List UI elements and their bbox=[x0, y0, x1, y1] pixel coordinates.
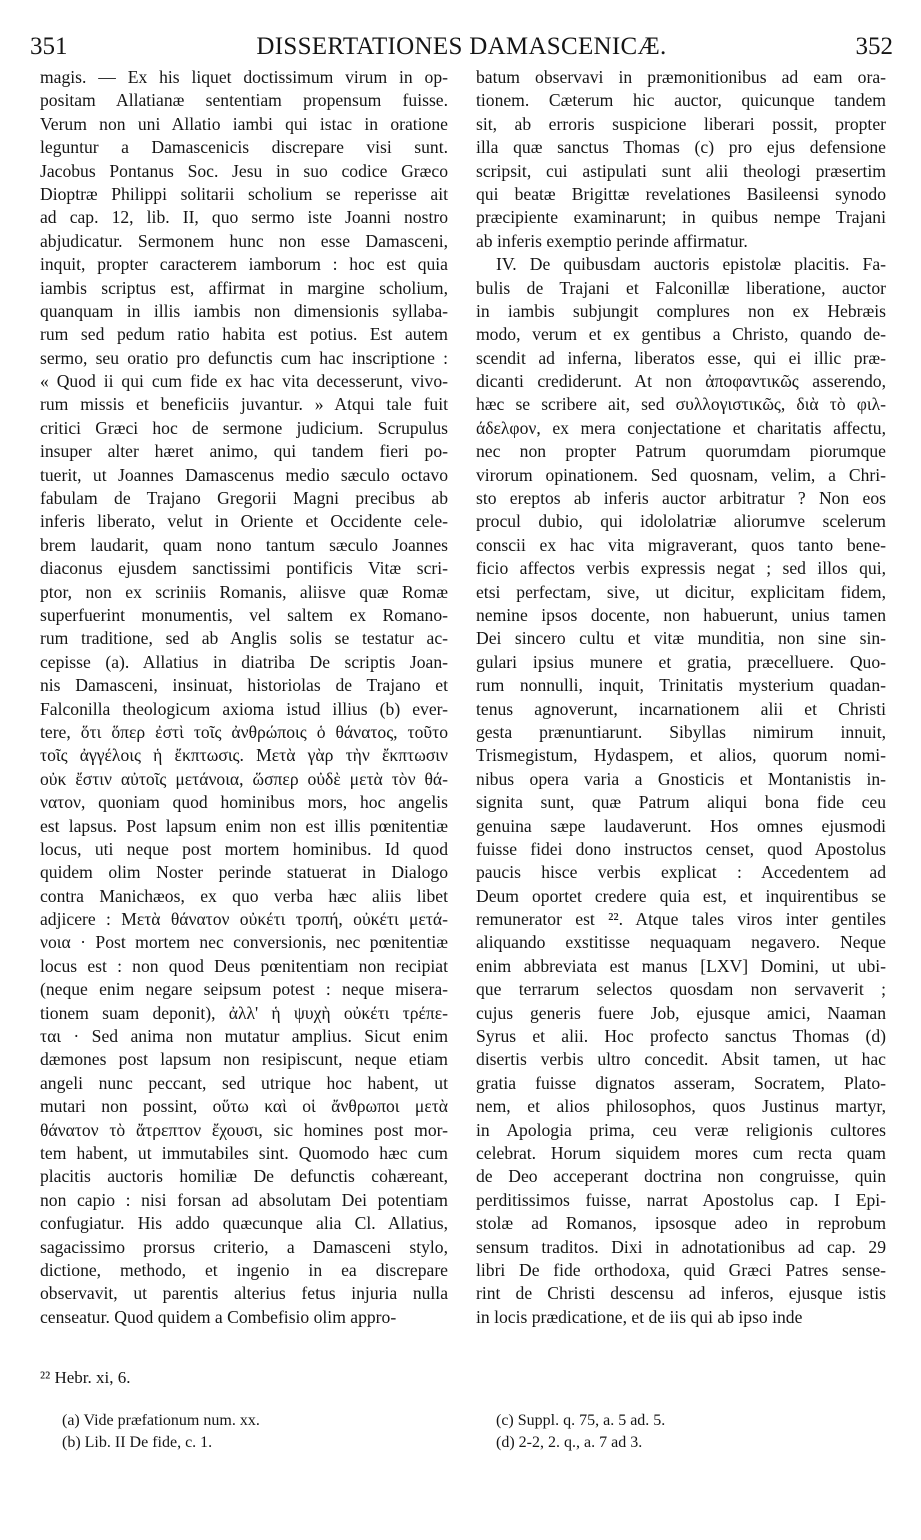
text-line: in locis prædicatione, et de iis qui ab ipso inde bbox=[476, 1306, 803, 1327]
text-line: (c) Suppl. q. 75, a. 5 ad. 5. bbox=[496, 1412, 666, 1429]
right-column bbox=[476, 66, 886, 1329]
text-line: dictione, methodo, et ingenio in ea discrepare bbox=[40, 1259, 448, 1280]
text-line: rum nonnulli, inquit, Trinitatis mysterium quadan- bbox=[476, 675, 886, 696]
text-line: scendit ad inferna, liberatos esse, qui ei illic præ- bbox=[476, 347, 886, 368]
text-line: Trismegistum, Hydaspem, et alios, quorum nomi- bbox=[476, 745, 886, 766]
text-line: sto ereptos ab inferis auctor arbitratur ? Non eos bbox=[476, 488, 886, 509]
text-line: tem habent, ut immutabiles sint. Quomodo hæc cum bbox=[40, 1142, 448, 1163]
text-line: leguntur a Damascenicis discrepare visi sunt. bbox=[40, 137, 448, 158]
text-line: brem laudarit, quam nono tantum sæculo Joannes bbox=[40, 534, 448, 555]
text-line: quidem olim Noster perinde statuerat in Dialogo bbox=[40, 862, 448, 883]
text-line: dæmones post lapsum non resipiscunt, neque etiam bbox=[40, 1049, 448, 1070]
text-line: gesta prænuntiarunt. Sibyllas nimirum innuit, bbox=[476, 721, 886, 742]
text-line: qui beatæ Brigittæ revelationes Basileensi synodo bbox=[476, 183, 886, 204]
text-line: batum observavi in præmonitionibus ad eam ora- bbox=[476, 67, 886, 87]
text-line: præcipiente examinarunt; in quibus nempe Trajani bbox=[476, 207, 886, 228]
text-line: rum missis et beneficiis juvantur. » Atqui tale fuit bbox=[40, 394, 448, 415]
text-line: etsi perfectam, sive, ut dicitur, explicitam fidem, bbox=[476, 581, 886, 602]
text-line: quanquam in illis iambis non dimensionis syllaba- bbox=[40, 300, 448, 321]
text-line: (neque enim negare seipsum potest : neque misera- bbox=[40, 979, 448, 1000]
text-line: ficio affectos verbis expressis negat ; sed illos qui, bbox=[476, 558, 886, 579]
text-line: cepisse (a). Allatius in diatriba De scriptis Joan- bbox=[40, 651, 448, 672]
text-line: virorum opinationem. Sed quosnam, velim, a Chri- bbox=[476, 464, 886, 485]
text-line: tere, ὅτι ὅπερ ἐστὶ τοῖς ἀνθρώποις ὁ θάνατος, τοῦτο bbox=[40, 721, 448, 742]
text-line: inferis liberato, velut in Oriente et Occidente cele- bbox=[40, 511, 448, 532]
page-number-right: 352 bbox=[855, 33, 893, 60]
text-line: signita sunt, quæ Patrum aliqui bona fide ceu bbox=[476, 792, 886, 813]
text-line: inquit, propter caracterem iamborum : hoc est quia bbox=[40, 254, 448, 275]
scripture-footnote: ²² Hebr. xi, 6. bbox=[40, 1368, 131, 1387]
text-line: est lapsus. Post lapsum enim non est illis pœnitentiæ bbox=[40, 815, 448, 836]
text-line: adjicere : Μετὰ θάνατον οὐκέτι τροπή, οὐκέτι μετά- bbox=[40, 909, 448, 930]
text-line: insuper alter hæret animo, qui tandem fieri po- bbox=[40, 441, 448, 462]
text-line: locus, uti neque post mortem hominibus. Id quod bbox=[40, 838, 448, 859]
text-line: Dei sincero cultu et vitæ munditia, non sine sin- bbox=[476, 628, 886, 649]
text-line: positam Allatianæ sententiam propensum fuisse. bbox=[40, 90, 448, 111]
text-line: angeli nunc peccant, sed utrique hoc habent, ut bbox=[40, 1072, 448, 1093]
text-line: nis Damasceni, insinuat, historiolas de Trajano et bbox=[40, 675, 448, 696]
text-line: gulari ipsius munere et gratia, præcelluere. Quo- bbox=[476, 651, 886, 672]
text-line: tionem suam deponit), ἀλλ' ἡ ψυχὴ οὐκέτι τρέπε- bbox=[40, 1002, 448, 1023]
text-line: aliquando exstitisse nequaquam negavero. Neque bbox=[476, 932, 886, 953]
text-line: de Deo acceperant doctrina non congruisse, quin bbox=[476, 1166, 886, 1187]
text-line: sensum traditos. Dixi in adnotationibus ad cap. 29 bbox=[476, 1236, 886, 1257]
text-line: scripsit, cui astipulati sunt alii theologi præsertim bbox=[476, 160, 886, 181]
text-line: tenus agnoverunt, incarnationem alii et Christi bbox=[476, 698, 886, 719]
text-line: critici Græci hoc de sermone judicium. Scrupulus bbox=[40, 417, 448, 438]
text-line: paucis hisce verbis explicat : Accedentem ad bbox=[476, 862, 886, 883]
text-line: tionem. Cæterum hic auctor, quicunque tandem bbox=[476, 90, 886, 111]
text-line: Jacobus Pontanus Soc. Jesu in suo codice Græco bbox=[40, 160, 448, 181]
text-line: celebrat. Horum siquidem mores cum recta quam bbox=[476, 1142, 886, 1163]
text-line: Syrus et alii. Hoc profecto sanctus Thomas (d) bbox=[476, 1026, 886, 1047]
text-line: dicanti crediderunt. At non ἀποφαντικῶς asserendo, bbox=[476, 371, 886, 392]
text-line: bulis de Trajani et Falconillæ liberatione, auctor bbox=[476, 277, 886, 298]
text-line: IV. De quibusdam auctoris epistolæ placitis. Fa- bbox=[496, 254, 886, 275]
text-line: (a) Vide præfationum num. xx. bbox=[62, 1412, 260, 1429]
text-line: libri De fide orthodoxa, quid Græci Patres sense- bbox=[476, 1259, 886, 1280]
footnotes-right bbox=[496, 1410, 876, 1454]
text-line: contra Manichæos, ex quo verba hæc aliis libet bbox=[40, 885, 448, 906]
text-line: cujus generis fuere Job, ejusque amici, Naaman bbox=[476, 1002, 886, 1023]
text-line: procul dubio, qui idololatriæ aliorumve scelerum bbox=[476, 511, 886, 532]
text-line: que terrarum selectos quosdam non servaverit ; bbox=[476, 979, 886, 1000]
text-line: Dioptræ Philippi solitarii scholium se reperisse ait bbox=[40, 183, 448, 204]
text-line: ab inferis exemptio perinde affirmatur. bbox=[476, 230, 748, 251]
text-line: censeatur. Quod quidem a Combefisio olim appro- bbox=[40, 1306, 397, 1327]
text-line: confugiatur. His addo quæcunque alia Cl. Allatius, bbox=[40, 1213, 448, 1234]
text-line: stolæ ad Romanos, ipsosque adeo in reprobum bbox=[476, 1213, 886, 1234]
text-line: ται · Sed anima non mutatur amplius. Sicut enim bbox=[40, 1026, 448, 1047]
text-line: rint de Christi descensu ad inferos, ejusque istis bbox=[476, 1283, 886, 1304]
text-line: fuisse fidei dono instructos censet, quod Apostolus bbox=[476, 838, 886, 859]
text-line: mutari non possint, οὕτω καὶ οἱ ἄνθρωποι μετὰ bbox=[40, 1096, 448, 1117]
text-line: iambis scriptus est, affirmat in margine scholium, bbox=[40, 277, 448, 298]
text-line: genuina sæpe laudaverunt. Hos omnes ejusmodi bbox=[476, 815, 886, 836]
text-line: nemine ipsos docente, non habuerunt, unius tamen bbox=[476, 604, 886, 625]
text-line: νοια · Post mortem nec conversionis, nec pœnitentiæ bbox=[40, 932, 448, 953]
text-line: rum traditione, sed ab Anglis solis se testatur ac- bbox=[40, 628, 448, 649]
text-line: rum sed pedum ratio habita est potius. Est autem bbox=[40, 324, 448, 345]
text-line: οὐκ ἔστιν αὐτοῖς μετάνοια, ὥσπερ οὐδὲ μετὰ τὸν θά- bbox=[40, 768, 448, 789]
text-line: magis. — Ex his liquet doctissimum virum in op- bbox=[40, 67, 448, 87]
text-line: (b) Lib. II De fide, c. 1. bbox=[62, 1434, 213, 1451]
running-title: DISSERTATIONES DAMASCENICÆ. bbox=[256, 33, 667, 60]
text-line: gratia fuisse dignatos asseram, Socratem, Plato- bbox=[476, 1072, 886, 1093]
text-line: observavit, ut parentis alterius fetus injuria nulla bbox=[40, 1283, 448, 1304]
footnotes-left bbox=[62, 1410, 442, 1454]
text-line: (d) 2-2, 2. q., a. 7 ad 3. bbox=[496, 1434, 643, 1451]
text-line: ptor, non ex scriniis Romanis, aliisve quæ Romæ bbox=[40, 581, 448, 602]
text-line: τοῖς ἀγγέλοις ἡ ἔκπτωσις. Μετὰ γὰρ τὴν ἔκπτωσιν bbox=[40, 745, 448, 766]
text-line: placitis auctoris homiliæ De defunctis cohæreant, bbox=[40, 1166, 448, 1187]
text-line: θάνατον τὸ ἄτρεπτον ἔχουσι, sic homines post mor- bbox=[40, 1119, 448, 1140]
text-line: in iambis subjungit complures non ex Hebræis bbox=[476, 300, 886, 321]
text-line: άδελφον, ex mera conjectatione et charitatis affectu, bbox=[476, 417, 886, 438]
text-line: νατον, quoniam quod hominibus mors, hoc angelis bbox=[40, 792, 448, 813]
text-line: abjudicatur. Sermonem hunc non esse Damasceni, bbox=[40, 230, 448, 251]
text-line: ad cap. 12, lib. II, quo sermo iste Joanni nostro bbox=[40, 207, 448, 228]
text-line: remunerator est ²². Atque tales viros inter gentiles bbox=[476, 909, 886, 930]
running-header bbox=[30, 30, 893, 64]
text-line: Falconilla theologicum axioma istud illius (b) ever- bbox=[40, 698, 448, 719]
text-line: perditissimos fuisse, narrat Apostolus cap. I Epi- bbox=[476, 1189, 886, 1210]
text-line: superfuerint monumentis, vel saltem ex Romano- bbox=[40, 604, 448, 625]
left-column bbox=[40, 66, 448, 1329]
text-line: tuerit, ut Joannes Damascenus medio sæculo octavo bbox=[40, 464, 448, 485]
text-line: diaconus ejusdem sanctissimi pontificis Vitæ scri- bbox=[40, 558, 448, 579]
text-line: sagacissimo prorsus criterio, a Damasceni stylo, bbox=[40, 1236, 448, 1257]
text-line: nibus opera varia a Gnosticis et Montanistis in- bbox=[476, 768, 886, 789]
text-line: Verum non uni Allatio iambi qui istac in oratione bbox=[40, 113, 448, 134]
text-line: locus est : non quod Deus pœnitentiam non recipiat bbox=[40, 955, 448, 976]
text-line: hæc se scribere ait, sed συλλογιστικῶς, διὰ τὸ φιλ- bbox=[476, 394, 886, 415]
text-line: fabulam de Trajano Gregorii Magni precibus ab bbox=[40, 488, 448, 509]
page-number-left: 351 bbox=[30, 33, 68, 60]
text-line: conscii ex hac vita migraverant, quos tanto bene- bbox=[476, 534, 886, 555]
text-line: in Apologia prima, ceu veræ religionis cultores bbox=[476, 1119, 886, 1140]
text-line: non capio : nisi forsan ad absolutam Dei potentiam bbox=[40, 1189, 448, 1210]
text-line: illa quæ sanctus Thomas (c) pro ejus defensione bbox=[476, 137, 886, 158]
text-line: enim abbreviata est manus [LXV] Domini, ut ubi- bbox=[476, 955, 886, 976]
text-line: modo, verum et ex gentibus a Christo, quando de- bbox=[476, 324, 886, 345]
text-line: sermo, seu oratio pro defunctis cum hac inscriptione : bbox=[40, 347, 448, 368]
text-line: Deum oportet credere quia est, et inquirentibus se bbox=[476, 885, 886, 906]
text-line: « Quod ii qui cum fide ex hac vita decesserunt, vivo- bbox=[40, 371, 448, 392]
text-line: disertis verbis ultro concedit. Absit tamen, ut hac bbox=[476, 1049, 886, 1070]
text-line: sit, ab erroris suspicione liberari possit, propter bbox=[476, 113, 886, 134]
text-line: nec non propter Patrum quorumdam piorumque bbox=[476, 441, 886, 462]
text-line: nem, et alios philosophos, quos Justinus martyr, bbox=[476, 1096, 886, 1117]
